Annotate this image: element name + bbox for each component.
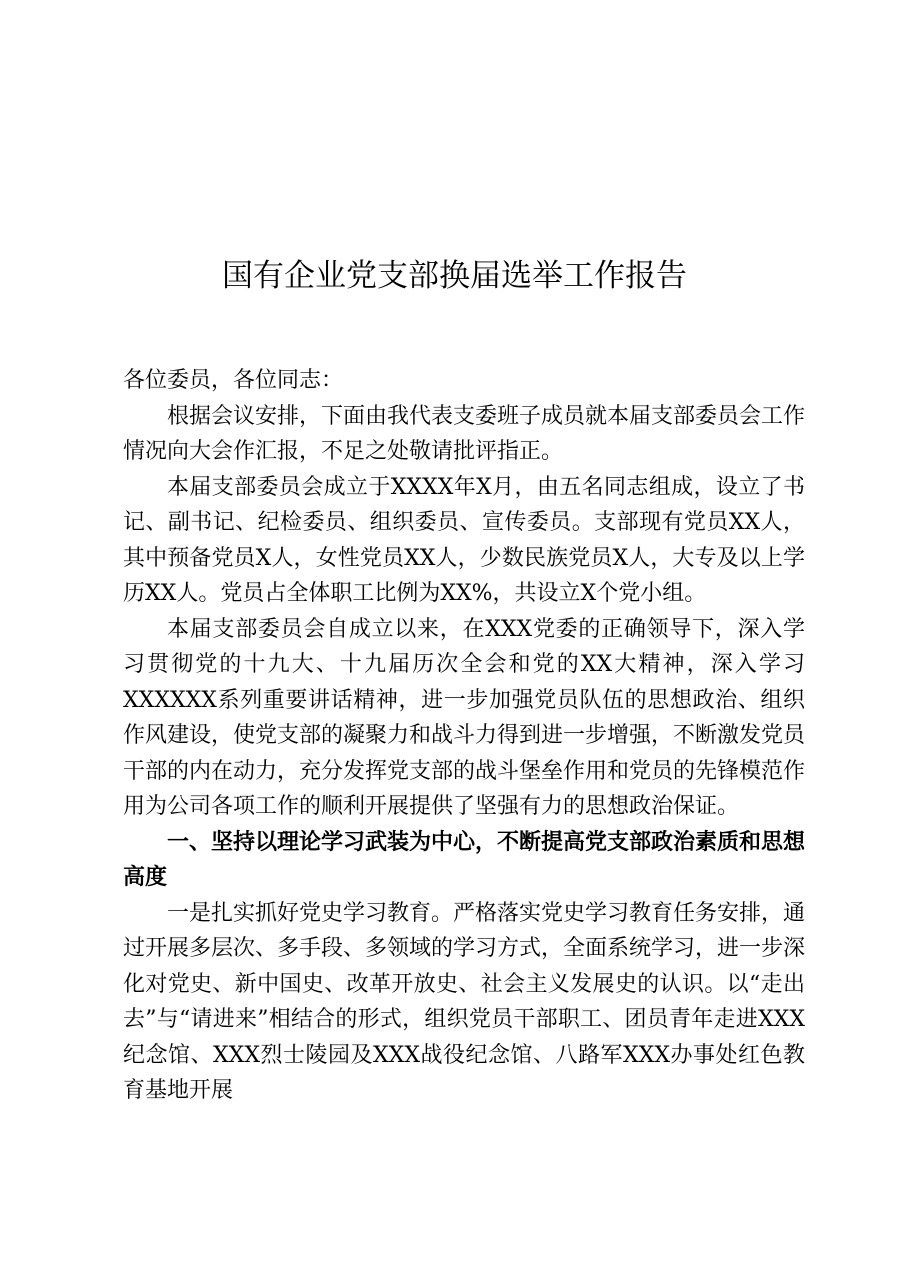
paragraph: 本届支部委员会成立于XXXX年X月，由五名同志组成，设立了书记、副书记、纪检委员、组织委员、宣传委员。支部现有党员XX人，其中预备党员X人，女性党员XX人，少数民族党员X人，大专及以上学历XX人。党员占全体职工比例为XX%，共设立X个党小组。 xyxy=(123,474,805,606)
salutation: 各位委员，各位同志： xyxy=(123,368,344,393)
document-body xyxy=(123,363,805,1109)
document-title: 国有企业党支部换届选举工作报告 xyxy=(222,258,687,294)
section-heading: 一、坚持以理论学习武装为中心，不断提高党支部政治素质和思想高度 xyxy=(123,829,806,890)
section-paragraph: 一是扎实抓好党史学习教育。严格落实党史学习教育任务安排，通过开展多层次、多手段、多领域的学习方式，全面系统学习，进一步深化对党史、新中国史、改革开放史、社会主义发展史的认识。以“走出去”与“请进来”相结合的形式，组织党员干部职工、团员青年走进XXX纪念馆、XXX烈士陵园及XXX战役纪念馆、八路军XXX办事处红色教育基地开展 xyxy=(123,900,806,1103)
paragraph: 根据会议安排，下面由我代表支委班子成员就本届支部委员会工作情况向大会作汇报，不足之处敬请批评指正。 xyxy=(123,403,806,464)
paragraph: 本届支部委员会自成立以来，在XXX党委的正确领导下，深入学习贯彻党的十九大、十九届历次全会和党的XX大精神，深入学习XXXXXX系列重要讲话精神，进一步加强党员队伍的思想政治、组织作风建设，使党支部的凝聚力和战斗力得到进一步增强，不断激发党员干部的内在动力，充分发挥党支部的战斗堡垒作用和党员的先锋模范作用为公司各项工作的顺利开展提供了坚强有力的思想政治保证。 xyxy=(123,616,806,819)
